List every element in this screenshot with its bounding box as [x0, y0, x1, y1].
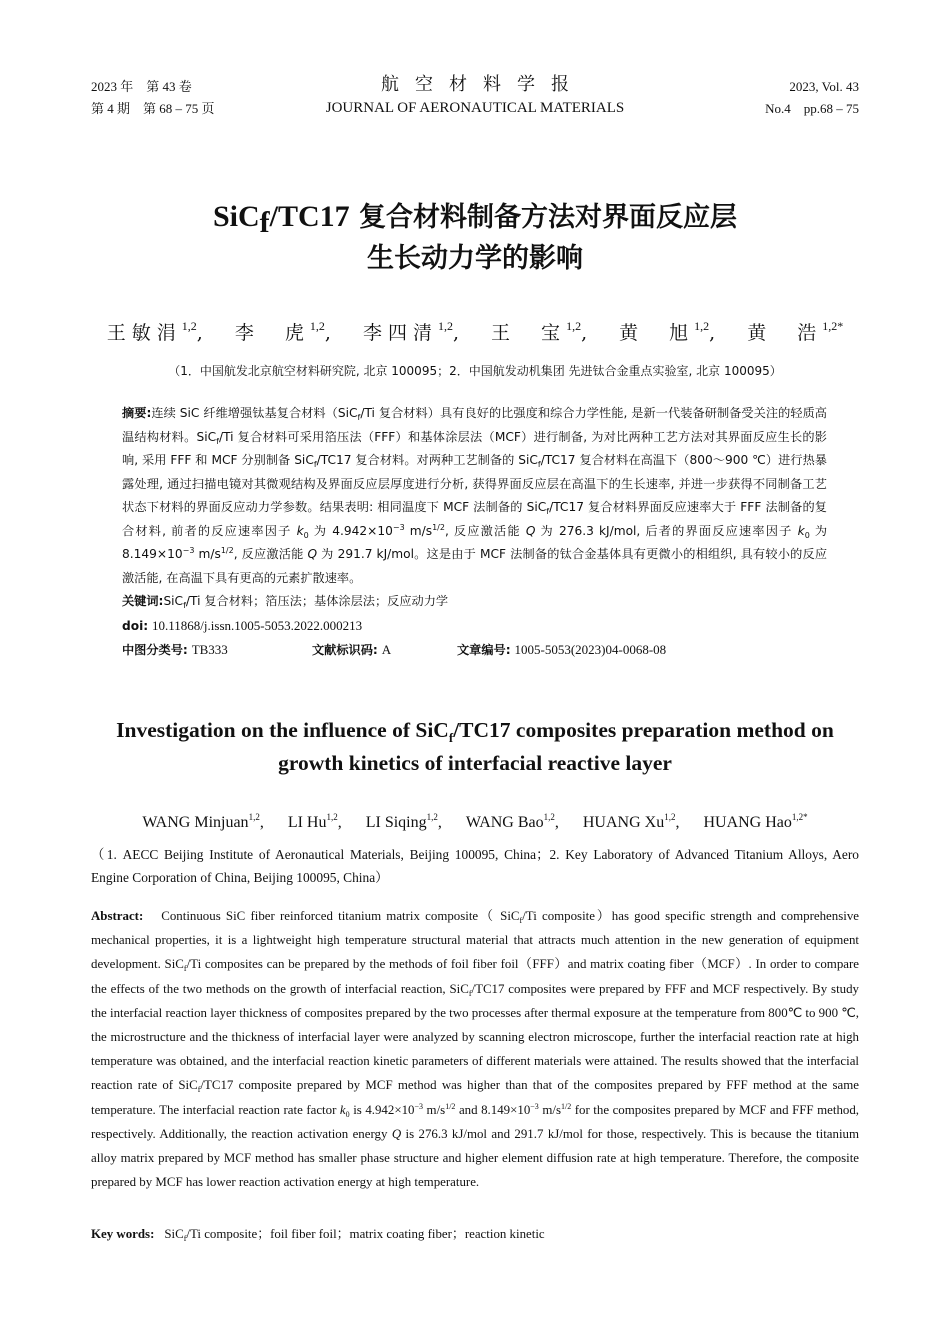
doi-link[interactable]: 10.11868/j.issn.1005-5053.2022.000213: [152, 617, 363, 633]
title-en: [60, 714, 890, 780]
affiliation-cn: （1．中国航发北京航空材料研究院, 北京 100095；2．中国航发动机集团 先进钛合金重点实验室, 北京 100095）: [168, 364, 782, 378]
author-en: LI Siqing$^{1,2}$,: [365, 812, 442, 831]
keywords-cn: 关键词:SiC$_f$/Ti 复合材料；箔压法；基体涂层法；反应动力学: [122, 594, 449, 610]
header-issue-pages: 第 4 期 第 68 – 75 页: [91, 101, 215, 116]
header-volume-en: 2023, Vol. 43: [789, 79, 859, 94]
abstract-en-label: Abstract:: [91, 909, 144, 923]
author-en: HUANG Xu$^{1,2}$,: [582, 812, 680, 831]
abstract-cn-text: 摘要:连续 SiC 纤维增强钛基复合材料（SiC$_f$/Ti 复合材料）具有良好的比强度和综合力学性能, 是新一代装备研制备受关注的轻质高温结构材料。SiC$_f$/Ti 复合材料可采用箔压法（FFF）和基体涂层法（MCF）进行制备, 为对比两种工艺方法对其界面反应生长的影响, 采用 FFF 和 MCF 分别制备 SiC$_f$/TC17 复合材料。对两种工艺制备的 SiC$_f$/TC17 复合材料在高温下（800～900 ℃）进行热暴露处理, 通过扫描电镜对其微观结构及界面反应层厚度进行分析, 获得界面反应层在高温下的生长速率, 并进一步获得不同制备工艺状态下材料的界面反应动力学参数。结果表明: 相同温度下 MCF 法制备的 SiC$_f$/TC17 复合材料界面反应速率大于 FFF 法制备的复合材料, 前者的反应速率因子 $k_0$ 为 $4.942\times 10^{-3}$ $m/s^{1/2}$, 反应激活能 Q 为 276.3 kJ/mol, 后者的界面反应速率因子 $k_0$ 为 $8.149\times 10^{-3}$ $m/s^{1/2}$, 反应激活能 Q 为 291.7 kJ/mol。这是由于 MCF 法制备的钛合金基体具有更微小的相组织, 具有较小的反应激活能, 在高温下具有更高的元素扩散速率。: [122, 406, 828, 585]
author-cn: 李 虎$^{1,2}$,: [234, 319, 337, 344]
header-volume: 2023 年 第 43 卷: [91, 79, 192, 94]
title-en-line1: Investigation on the influence of SiC$_f$/TC17 composites preparation method on: [116, 718, 834, 745]
abstract-cn: [122, 402, 827, 663]
author-en: WANG Bao$^{1,2}$,: [465, 812, 559, 831]
author-cn: 黄 浩$^{1,2*}$: [747, 319, 844, 344]
title-en-line2: growth kinetics of interfacial reactive layer: [278, 751, 672, 775]
affiliation-en: （1. AECC Beijing Institute of Aeronautical Materials, Beijing 100095, China；2. Key Laboratory of Advanced Titanium Alloys, Aero Engine Corporation of China, Beijing 100095, China）: [91, 847, 859, 885]
keywords-en: Key words: SiC$_f$/Ti composite；foil fiber foil；matrix coating fiber；reaction kinetic: [91, 1227, 545, 1243]
authors-cn: [0, 318, 950, 348]
header-issue-pages-en: No.4 pp.68 – 75: [765, 101, 859, 116]
classification-row: 中图分类号: TB333 文献标识码: A 文章编号: 1005-5053(2023)04-0068-08: [122, 642, 667, 657]
author-cn: 王 宝$^{1,2}$,: [491, 319, 594, 344]
doi-line: doi: 10.11868/j.issn.1005-5053.2022.000213: [122, 617, 363, 633]
journal-name-cn: 航空材料学报: [381, 74, 585, 95]
author-en: HUANG Hao$^{1,2*}$: [703, 812, 808, 831]
author-cn: 王敏涓$^{1,2}$,: [106, 319, 209, 344]
author-cn: 李四清$^{1,2}$,: [362, 319, 465, 344]
journal-name-en: JOURNAL OF AERONAUTICAL MATERIALS: [325, 100, 625, 116]
author-en: LI Hu$^{1,2}$,: [287, 812, 342, 831]
title-cn-line2: 生长动力学的影响: [367, 243, 583, 274]
abstract-cn-label: 摘要:: [122, 406, 152, 420]
abstract-en: [91, 904, 859, 1194]
abstract-en-text: Abstract: Continuous SiC fiber reinforced titanium matrix composite（ SiC$_f$/Ti composite）has good specific strength and comprehensive mechanical properties, it is a lightweight high temperature structural material that attracts much attention in the new generation of equipment development. SiC$_f$/Ti composites can be prepared by the methods of foil fiber foil（FFF）and matrix coating fiber（MCF）. In order to compare the effects of the two methods on the growth of interfacial reaction, SiC$_f$/TC17 composites were prepared by FFF and MCF respectively. By study the interfacial reaction layer thickness of composites prepared by the two processes after thermal exposure at the temperature from 800℃ to 900 ℃, the microstructure and the thickness of interfacial layer were analyzed by scanning electron microscope, further the interfacial reaction rate at high temperature was obtained, and the interfacial reaction kinetic parameters of different materials were attained. The results showed that the interfacial reaction rate of SiC$_f$/TC17 composite prepared by MCF method was higher than that of the composites prepared by FFF method at the same temperature. The interfacial reaction rate factor $k_0$ is $4.942\times 10^{-3}$ $m/s^{1/2}$ and $8.149\times 10^{-3}$ $m/s^{1/2}$ for the composites prepared by MCF and FFF method, respectively. Additionally, the reaction activation energy Q is 276.3 kJ/mol and 291.7 kJ/mol for those, respectively. This is because the titanium alloy matrix prepared by MCF method has smaller phase structure and higher element diffusion rate at high temperature. Therefore, the composite prepared by MCF has lower reaction activation energy at high temperature.: [91, 909, 860, 1190]
author-cn: 黄 旭$^{1,2}$,: [619, 319, 722, 344]
title-cn-line1: SiC$_f$/TC17 复合材料制备方法对界面反应层: [212, 200, 738, 239]
authors-en: [0, 810, 950, 836]
title-cn: [0, 196, 950, 279]
author-en: WANG Minjuan$^{1,2}$,: [142, 812, 264, 831]
header-right: [765, 76, 859, 120]
